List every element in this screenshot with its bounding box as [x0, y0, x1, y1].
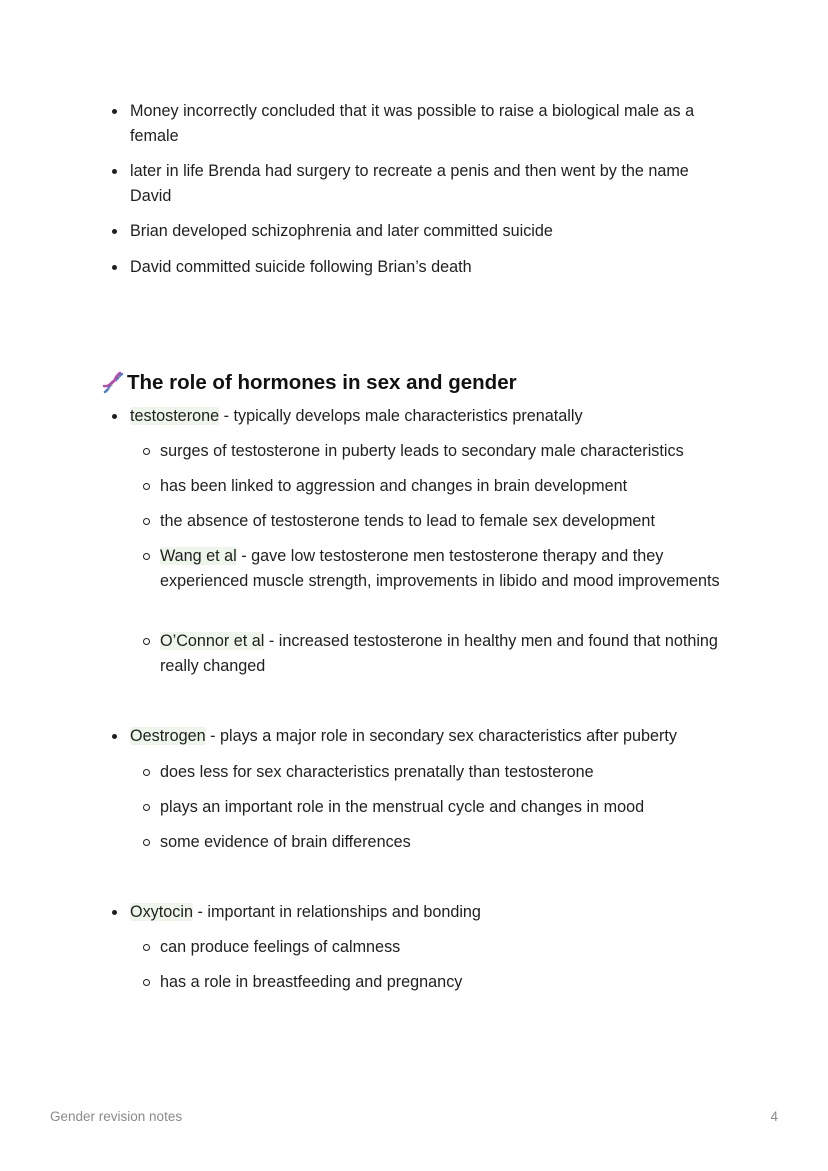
- sub-item-text: plays an important role in the menstrual cycle and changes in mood: [160, 798, 645, 816]
- list-item: [130, 255, 730, 280]
- hormone-desc: - important in relationships and bonding: [192, 903, 481, 921]
- sub-item-text: - increased testosterone in healthy men and found that nothing really changed: [160, 632, 718, 675]
- sub-list-item: [160, 760, 730, 785]
- hormone-term: testosterone: [130, 407, 220, 425]
- hormone-item-oxytocin: [130, 900, 730, 925]
- section-heading: [101, 368, 517, 398]
- sub-list-item: [160, 474, 730, 499]
- hormone-item-oestrogen: [130, 724, 730, 749]
- sub-item-text: has a role in breastfeeding and pregnancy: [160, 973, 463, 991]
- list-item: [130, 219, 730, 244]
- study-term: Wang et al: [160, 547, 237, 565]
- sub-item-text: has been linked to aggression and changes in brain development: [160, 477, 628, 495]
- sub-list-item: [160, 509, 730, 534]
- dna-icon: [101, 371, 126, 396]
- hormone-item-testosterone: [130, 404, 730, 429]
- hormone-term: Oestrogen: [130, 727, 206, 745]
- hormone-desc: - typically develops male characteristics prenatally: [219, 407, 583, 425]
- list-item-text: David committed suicide following Brian’s death: [130, 258, 472, 276]
- sub-list-item: [160, 629, 730, 679]
- list-item-text: Brian developed schizophrenia and later committed suicide: [130, 222, 553, 240]
- page-number: 4: [770, 1109, 778, 1124]
- sub-item-text: - gave low testosterone men testosterone therapy and they experienced muscle strength, improvements in libido and mood improvements: [160, 547, 720, 590]
- sub-item-text: the absence of testosterone tends to lead to female sex development: [160, 512, 655, 530]
- list-item: [130, 99, 730, 149]
- list-item-text: Money incorrectly concluded that it was possible to raise a biological male as a female: [130, 102, 695, 145]
- footer-title: Gender revision notes: [50, 1109, 183, 1124]
- sub-item-text: surges of testosterone in puberty leads to secondary male characteristics: [160, 442, 684, 460]
- list-item: [130, 159, 730, 209]
- sub-item-text: can produce feelings of calmness: [160, 938, 401, 956]
- sub-list-item: [160, 935, 730, 960]
- hormone-term: Oxytocin: [130, 903, 193, 921]
- sub-item-text: some evidence of brain differences: [160, 833, 411, 851]
- sub-list-item: [160, 439, 730, 464]
- section-title: The role of hormones in sex and gender: [127, 371, 517, 394]
- hormone-desc: - plays a major role in secondary sex characteristics after puberty: [205, 727, 678, 745]
- sub-item-text: does less for sex characteristics prenatally than testosterone: [160, 763, 594, 781]
- sub-list-item: [160, 830, 730, 855]
- sub-list-item: [160, 544, 730, 594]
- sub-list-item: [160, 795, 730, 820]
- sub-list-item: [160, 970, 730, 995]
- list-item-text: later in life Brenda had surgery to recreate a penis and then went by the name David: [130, 162, 689, 205]
- study-term: O’Connor et al: [160, 632, 265, 650]
